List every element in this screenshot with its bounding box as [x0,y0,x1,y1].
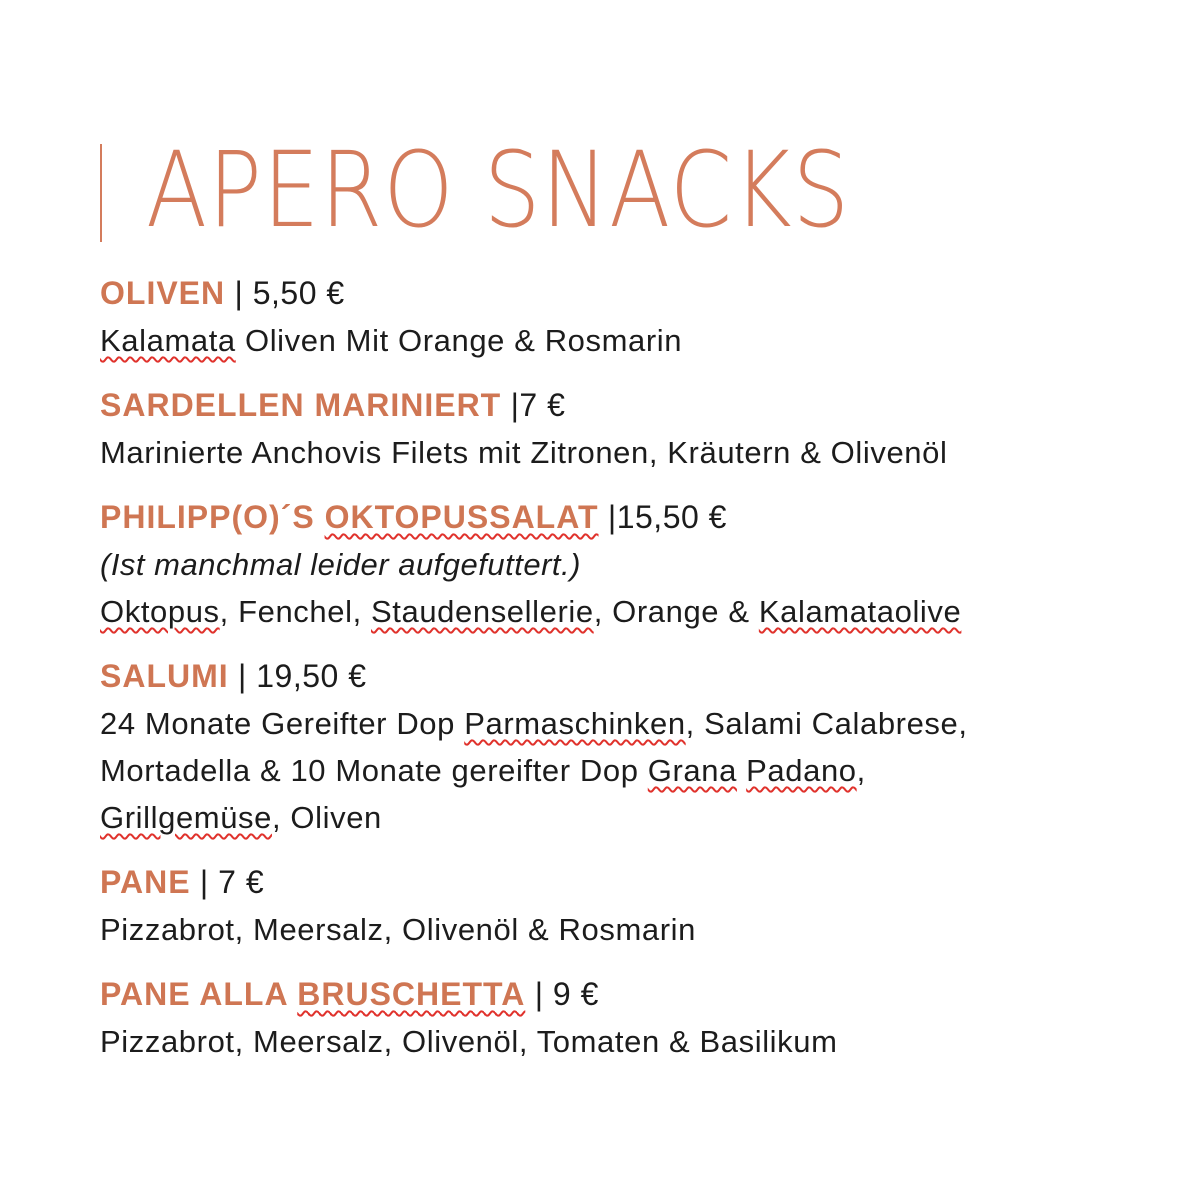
description-text: Pizzabrot, Meersalz, Olivenöl, Tomaten & Basilikum [100,1024,838,1059]
item-heading [100,270,1160,317]
menu-item-pane-alla-bruschetta [100,971,1160,1065]
menu-item-salumi [100,653,1160,841]
spellcheck-word: Kalamataolive [758,594,962,629]
spellcheck-word: Grillgemüse [100,800,272,835]
spellcheck-word: Staudensellerie [371,594,594,629]
item-price: |7 € [501,387,566,423]
description-text: Mortadella & 10 Monate gereifter Dop [100,753,648,788]
description-text: , Fenchel, [219,594,371,629]
spellcheck-word: Kalamata [100,323,236,358]
item-heading [100,494,1160,541]
description-text: 24 Monate Gereifter Dop [100,706,465,741]
item-name: OLIVEN [100,275,226,311]
description-text: , Salami Calabrese, [685,706,968,741]
menu-item-sardellen [100,382,1160,476]
menu-item-oktopussalat [100,494,1160,635]
item-name: PANE [100,864,191,900]
spellcheck-word: Oktopus [100,594,220,629]
item-name: SARDELLEN MARINIERT [100,387,502,423]
item-description [100,429,1160,476]
spellcheck-word: Grana [647,753,737,788]
item-heading [100,971,1160,1018]
menu-item-oliven [100,270,1160,364]
item-name: PHILIPP(O)´S [100,499,325,535]
item-price: | 5,50 € [225,275,345,311]
item-heading [100,859,1160,906]
description-text: , Orange & [593,594,759,629]
title-block [100,129,965,251]
menu-item-pane [100,859,1160,953]
item-description [100,588,1160,635]
page-title: APERO SNACKS [146,129,851,251]
item-description [100,700,1160,747]
menu-items [100,270,1160,1083]
item-description [100,1018,1160,1065]
description-text: , Oliven [271,800,382,835]
item-price: | 7 € [190,864,265,900]
item-price: |15,50 € [598,499,727,535]
item-heading [100,382,1160,429]
item-description [100,906,1160,953]
item-name: SALUMI [100,658,229,694]
item-description [100,747,1160,794]
title-divider [100,144,102,242]
description-text [737,753,746,788]
item-price: | 19,50 € [228,658,367,694]
description-text: Pizzabrot, Meersalz, Olivenöl & Rosmarin [100,912,696,947]
item-price: | 9 € [525,976,599,1012]
spellcheck-word: OKTOPUSSALAT [324,499,599,535]
item-description [100,317,1160,364]
description-text: Marinierte Anchovis Filets mit Zitronen, Kräutern & Olivenöl [100,435,948,470]
item-description [100,794,1160,841]
item-heading [100,653,1160,700]
item-name: PANE ALLA [100,976,298,1012]
spellcheck-word: Padano [746,753,857,788]
spellcheck-word: Parmaschinken [464,706,686,741]
spellcheck-word: BRUSCHETTA [297,976,526,1012]
description-text: Oliven Mit Orange & Rosmarin [235,323,683,358]
description-text: , [856,753,866,788]
item-note: (Ist manchmal leider aufgefuttert.) [100,547,581,582]
